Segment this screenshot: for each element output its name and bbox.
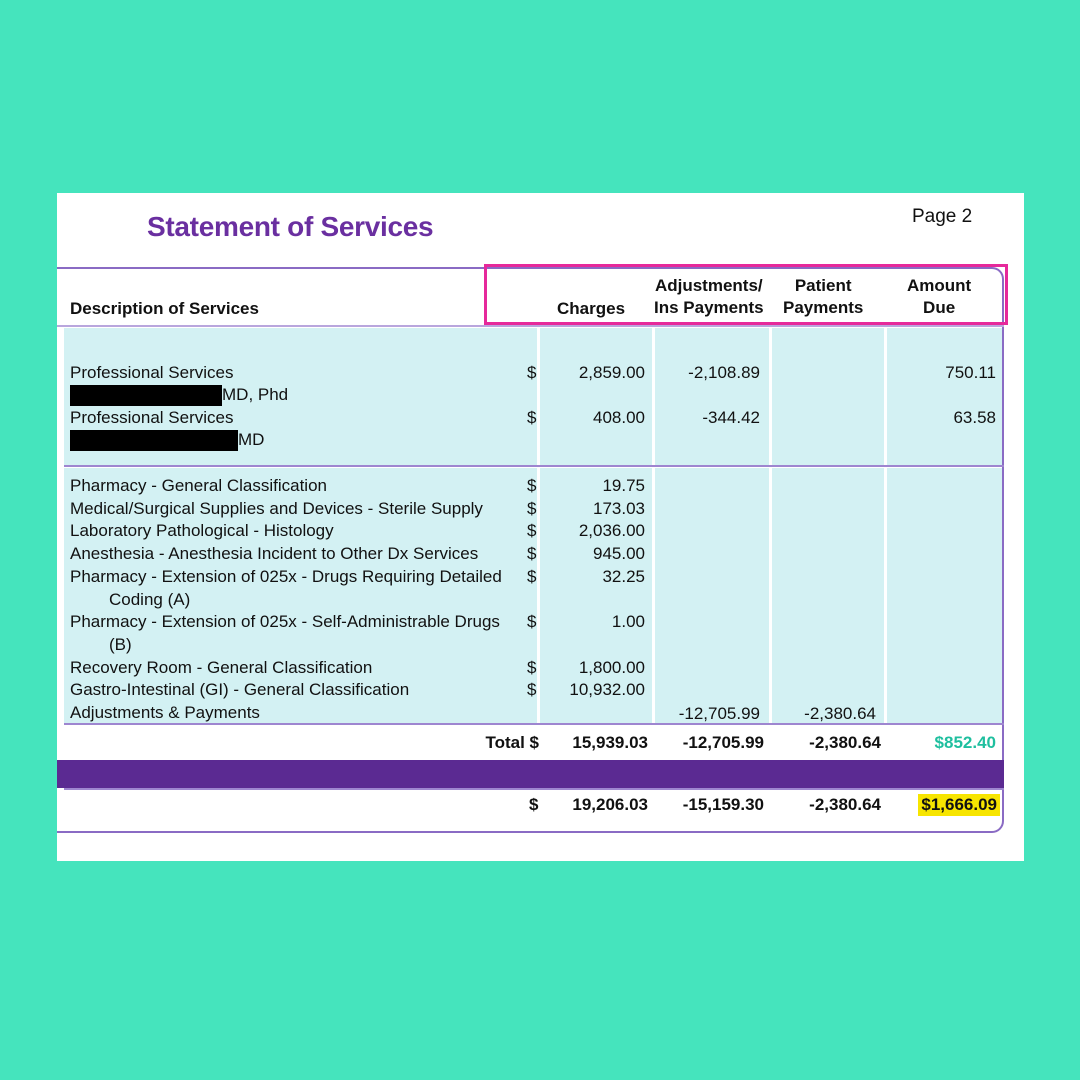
header-rule [57,325,1004,327]
facility-item-charges: 2,036.00 [578,521,645,540]
section-separator [64,788,1004,790]
total-label: Total $ [485,733,539,752]
header-adjustments: Adjustments/ Ins Payments [654,276,764,317]
facility-item-label: Recovery Room - General Classification [70,658,373,677]
facility-item-charges: 1,800.00 [578,658,645,677]
facility-item-dollar: $ [527,544,537,563]
total-patient: -2,380.64 [809,733,881,752]
professional-2-adjustments: -344.42 [702,408,760,427]
adjustments-payments-patient: -2,380.64 [804,704,876,723]
facility-item-dollar: $ [527,658,537,677]
statement-document [57,193,1024,861]
facility-item-charges: 173.03 [593,499,645,518]
professional-2-label: Professional Services [70,408,234,427]
total-charges: 15,939.03 [572,733,648,752]
professional-1-label: Professional Services [70,363,234,382]
professional-1-due: 750.11 [945,363,996,382]
column-divider [769,328,772,723]
header-highlight-box [484,264,1008,325]
facility-item-label: Pharmacy - Extension of 025x - Drugs Requiring Detailed [70,567,502,586]
divider-bar [57,760,1004,788]
column-divider [537,328,540,723]
header-amount-due: Amount Due [907,276,972,317]
section-separator [64,465,1004,467]
facility-item-dollar: $ [527,680,537,699]
professional-1-adjustments: -2,108.89 [688,363,760,382]
facility-item-dollar: $ [527,567,537,586]
facility-item-label-continued: Coding (A) [109,590,191,609]
facility-item-charges: 10,932.00 [569,680,645,699]
facility-item-label: Anesthesia - Anesthesia Incident to Other Dx Services [70,544,479,563]
facility-item-dollar: $ [527,612,537,631]
redaction-bar [70,430,238,451]
grand-total-amount-due: $1,666.09 [918,794,1000,816]
facility-item-label: Medical/Surgical Supplies and Devices - Sterile Supply [70,499,483,518]
column-divider [652,328,655,723]
facility-item-label: Pharmacy - Extension of 025x - Self-Administrable Drugs [70,612,500,631]
header-description: Description of Services [70,299,259,318]
professional-1-credential: MD, Phd [222,385,289,404]
facility-item-dollar: $ [527,476,537,495]
professional-2-dollar: $ [527,408,537,427]
professional-2-credential: MD [238,430,265,449]
adjustments-payments-adjustments: -12,705.99 [678,704,760,723]
grand-total-dollar: $ [529,795,539,814]
facility-item-charges: 19.75 [602,476,645,495]
grand-total-adjustments: -15,159.30 [682,795,764,814]
column-divider [884,328,887,723]
professional-1-dollar: $ [527,363,537,382]
professional-1-charges: 2,859.00 [578,363,645,382]
facility-item-dollar: $ [527,499,537,518]
page-number: Page 2 [912,206,973,227]
facility-item-charges: 945.00 [593,544,645,563]
total-adjustments: -12,705.99 [682,733,764,752]
professional-2-charges: 408.00 [593,408,645,427]
total-amount-due: $852.40 [934,733,996,752]
header-charges: Charges [557,299,626,318]
facility-item-label: Laboratory Pathological - Histology [70,521,334,540]
facility-item-label: Pharmacy - General Classification [70,476,327,495]
facility-item-label-continued: (B) [109,635,132,654]
adjustments-payments-label: Adjustments & Payments [70,703,260,722]
grand-total-patient: -2,380.64 [809,795,881,814]
document-title: Statement of Services [147,211,434,242]
redaction-bar [70,385,222,406]
facility-item-dollar: $ [527,521,537,540]
grand-total-charges: 19,206.03 [572,795,648,814]
facility-item-label: Gastro-Intestinal (GI) - General Classification [70,680,410,699]
professional-2-due: 63.58 [953,408,996,427]
header-patient-payments: Patient Payments [783,276,864,317]
facility-item-charges: 1.00 [611,612,645,631]
facility-item-charges: 32.25 [602,567,645,586]
